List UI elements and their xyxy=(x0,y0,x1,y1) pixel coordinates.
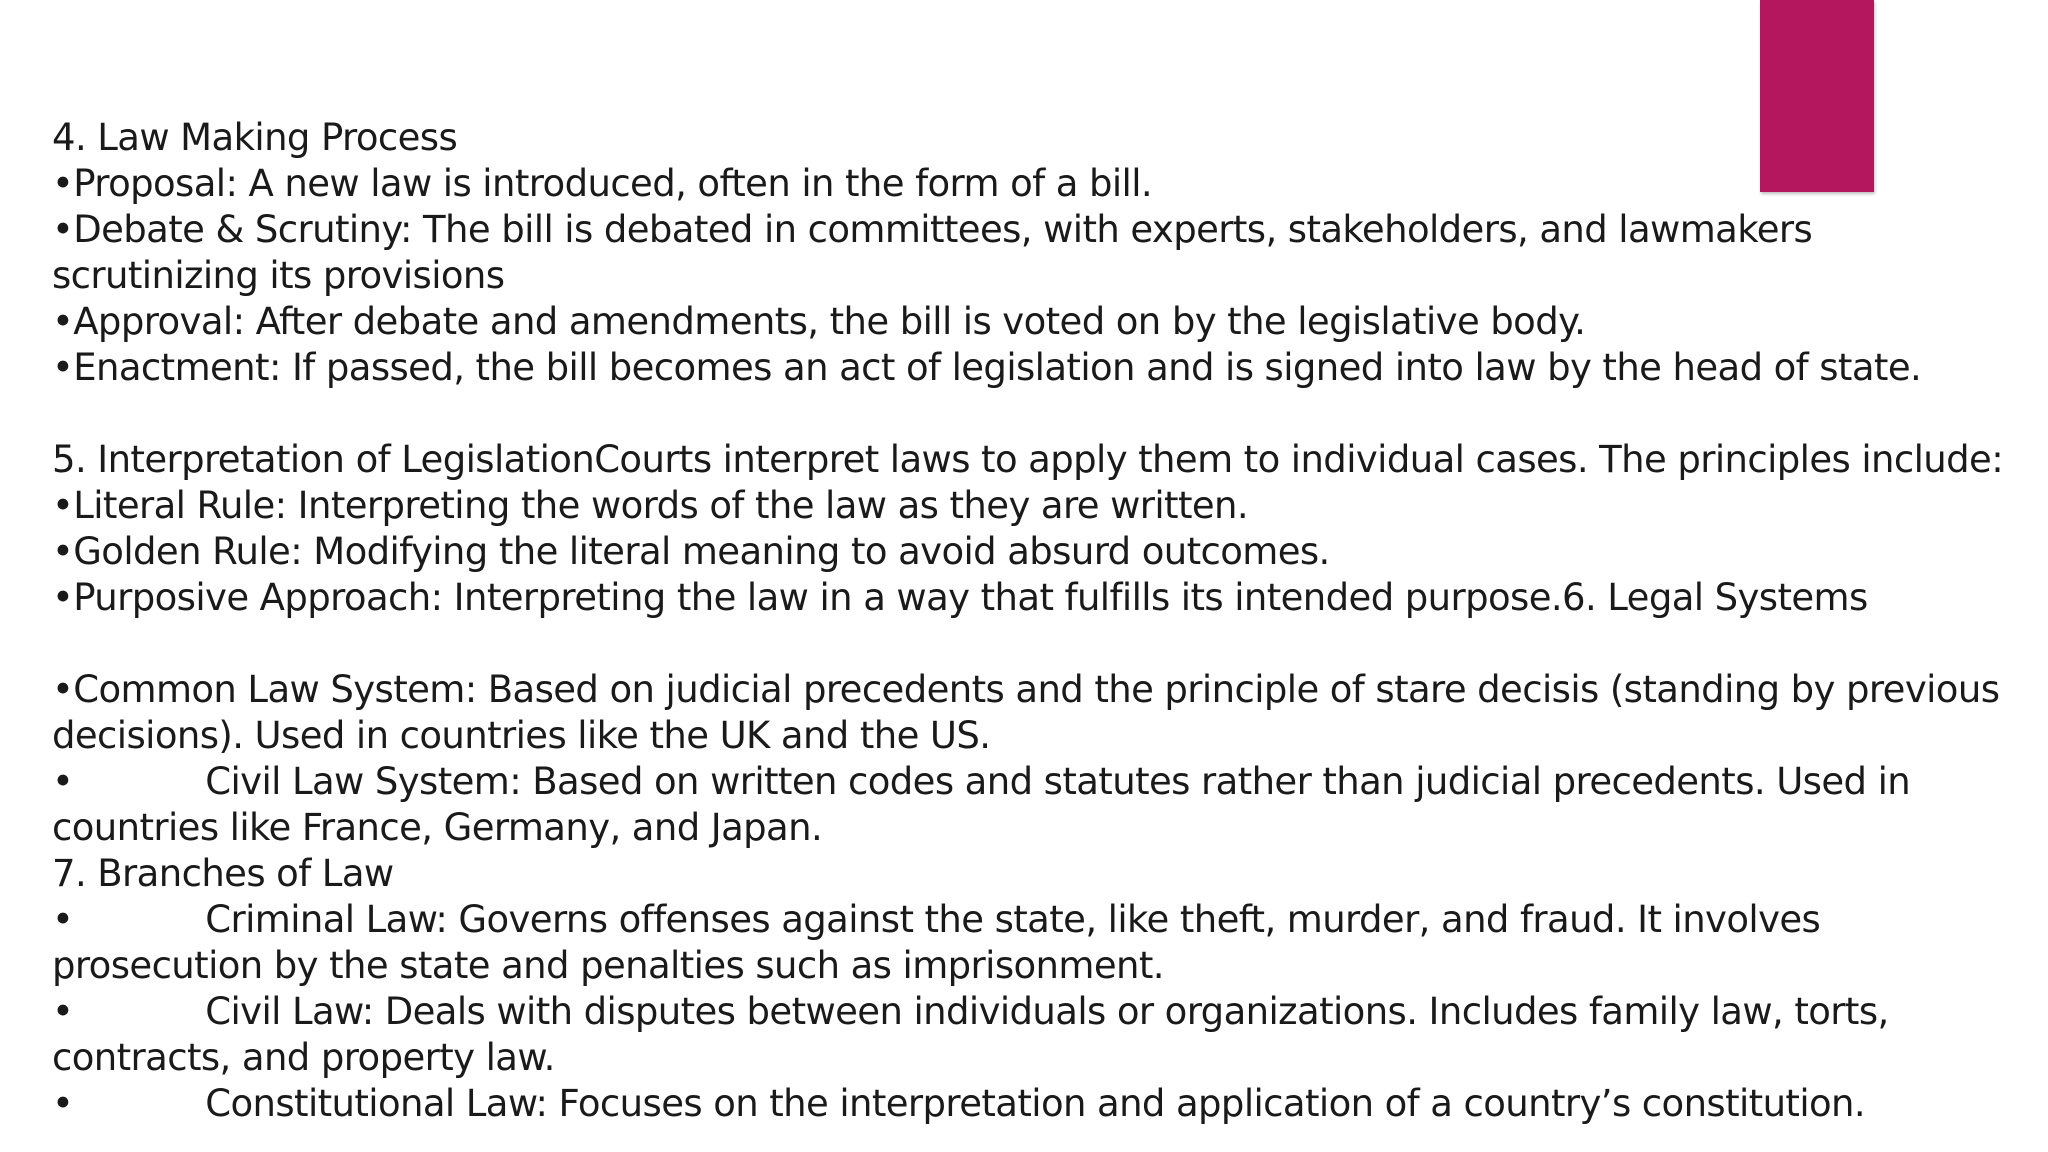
bullet-purposive-approach: •Purposive Approach: Interpreting the law in a way that fulfills its intended purpose.6. Legal Systems xyxy=(52,576,1868,619)
bullet-civil-law xyxy=(52,989,2012,1081)
bullet-text: Civil Law: Deals with disputes between individuals or organizations. Includes family law, torts, contracts, and property law. xyxy=(52,990,1889,1079)
bullet-glyph: • xyxy=(52,990,74,1033)
bullet-criminal-law xyxy=(52,897,2012,989)
bullet-common-law-system: •Common Law System: Based on judicial precedents and the principle of stare decisis (standing by previous decisions). Used in countries like the UK and the US. xyxy=(52,668,2000,757)
bullet-approval: •Approval: After debate and amendments, the bill is voted on by the legislative body. xyxy=(52,300,1586,343)
bullet-constitutional-law xyxy=(52,1081,2012,1127)
bullet-glyph: • xyxy=(52,1082,74,1125)
bullet-debate-scrutiny: •Debate & Scrutiny: The bill is debated in committees, with experts, stakeholders, and lawmakers scrutinizing its provisions xyxy=(52,208,1813,297)
bullet-glyph: • xyxy=(52,898,74,941)
bullet-literal-rule: •Literal Rule: Interpreting the words of the law as they are written. xyxy=(52,484,1249,527)
bullet-text: Civil Law System: Based on written codes and statutes rather than judicial precedents. Used in countries like France, Germany, and Japan. xyxy=(52,760,1911,849)
slide-body-text xyxy=(52,115,2012,1127)
section-heading-branches: 7. Branches of Law xyxy=(52,852,394,895)
section-heading-interpretation: 5. Interpretation of LegislationCourts interpret laws to apply them to individual cases. The principles include: xyxy=(52,438,2004,481)
section-heading-law-making: 4. Law Making Process xyxy=(52,116,458,159)
bullet-enactment: •Enactment: If passed, the bill becomes an act of legislation and is signed into law by the head of state. xyxy=(52,346,1922,389)
bullet-proposal: •Proposal: A new law is introduced, often in the form of a bill. xyxy=(52,162,1153,205)
bullet-glyph: • xyxy=(52,760,74,803)
bullet-text: Criminal Law: Governs offenses against the state, like theft, murder, and fraud. It involves prosecution by the state and penalties such as imprisonment. xyxy=(52,898,1821,987)
bullet-golden-rule: •Golden Rule: Modifying the literal meaning to avoid absurd outcomes. xyxy=(52,530,1330,573)
bullet-text: Constitutional Law: Focuses on the interpretation and application of a country’s constitution. xyxy=(205,1082,1866,1125)
blank-line xyxy=(52,391,2012,437)
bullet-civil-law-system xyxy=(52,759,2012,851)
blank-line xyxy=(52,621,2012,667)
